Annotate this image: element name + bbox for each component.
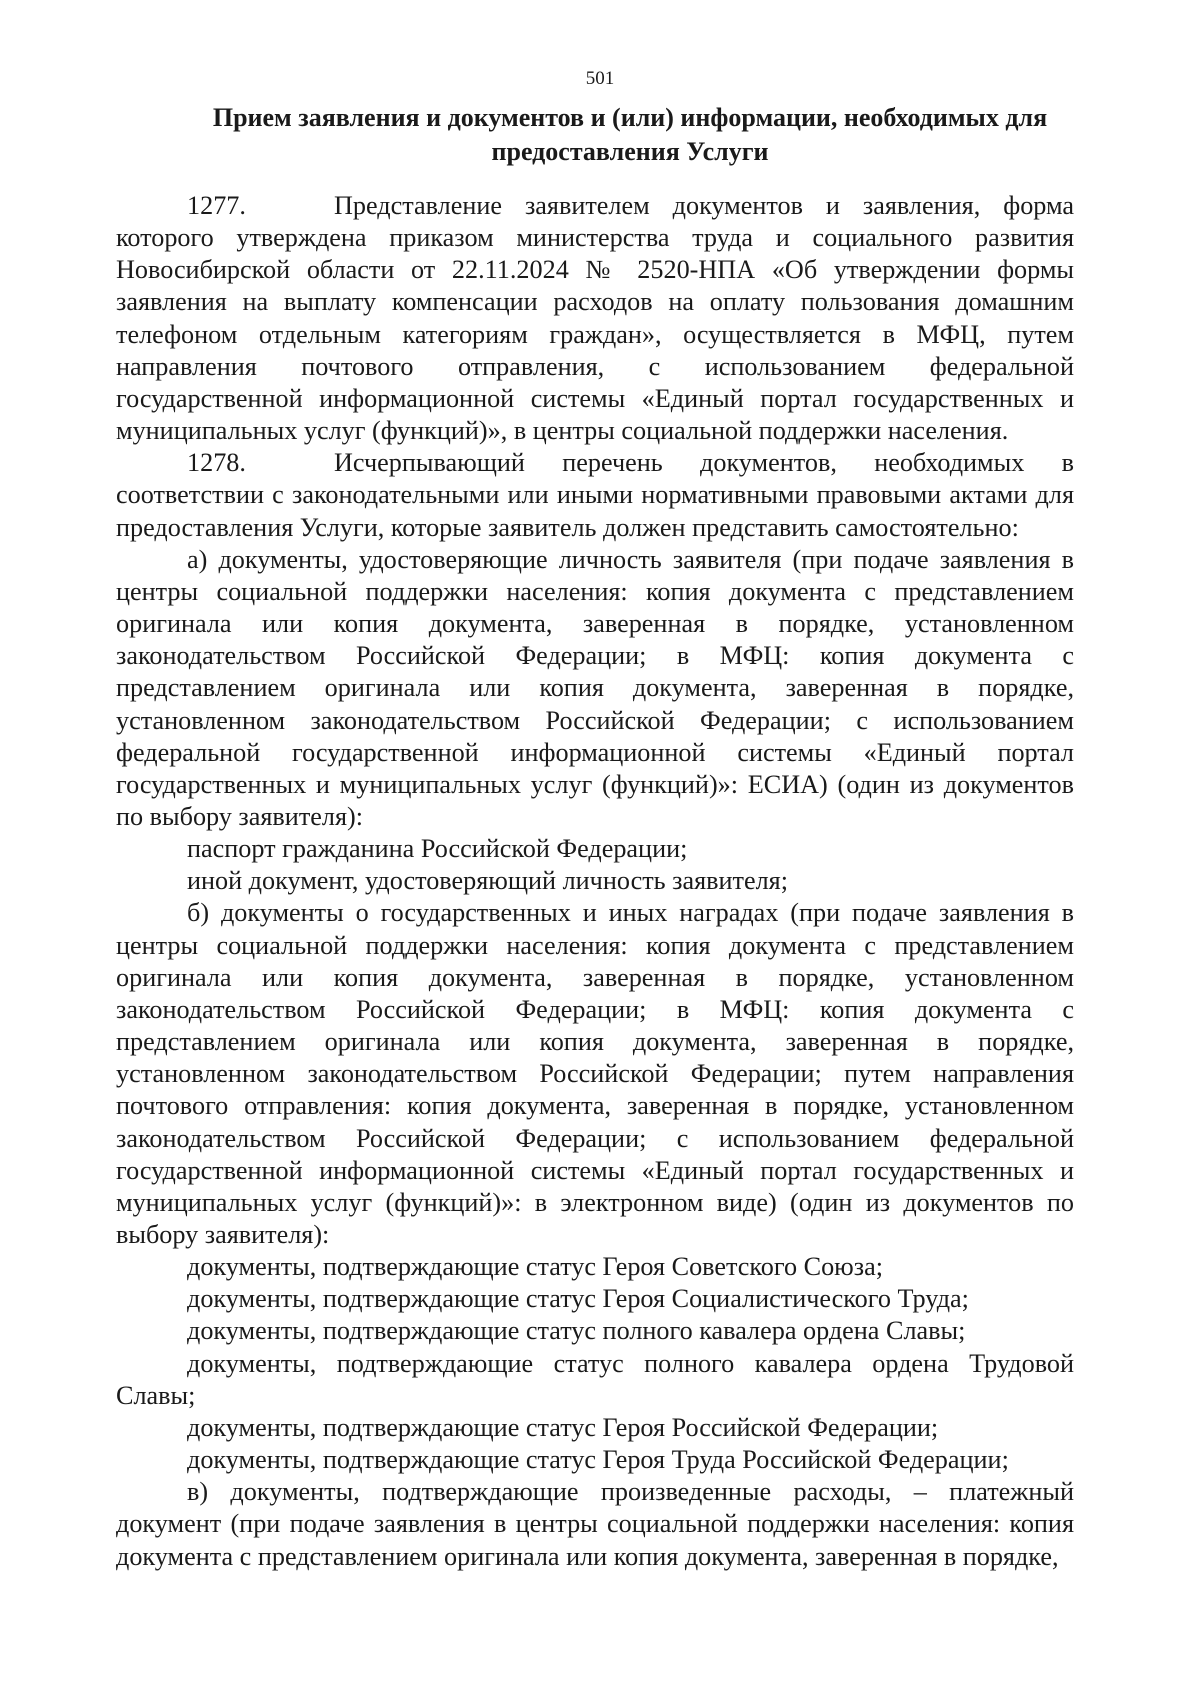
list-item: документы, подтверждающие статус полного кавалера ордена Славы; xyxy=(187,1316,966,1346)
section-title: Прием заявления и документов и (или) информации, необходимых для предоставления Услуги xyxy=(212,103,1048,166)
list-item: документы, подтверждающие статус Героя Труда Российской Федерации; xyxy=(187,1445,1009,1475)
paragraph-text: Представление заявителем документов и заявления, форма которого утверждена приказом министерства труда и социального развития Новосибирской области от 22.11.2024 № 2520-НПА «Об утверждении формы заявления на выплату компенсации расходов на оплату пользования домашним телефоном отдельным категориям граждан», осуществляется в МФЦ, путем направления почтового отправления, с использованием федеральной государственной информационной системы «Единый портал государственных и муниципальных услуг (функций)», в центры социальной поддержки населения. xyxy=(116,191,1074,446)
paragraph-number: 1278. xyxy=(187,448,246,478)
list-item: иной документ, удостоверяющий личность заявителя; xyxy=(187,866,789,896)
paragraph-1277 xyxy=(116,190,1074,447)
list-item: документы, подтверждающие статус полного кавалера ордена Трудовой Славы; xyxy=(116,1348,1074,1410)
list-item-b: б) документы о государственных и иных наградах (при подаче заявления в центры социальной поддержки населения: копия документа с представлением оригинала или копия документа, заверенная в порядке, установленном законодательством Российской Федерации; в МФЦ: копия документа с представлением оригинала или копия документа, заверенная в порядке, установленном законодательством Российской Федерации; путем направления почтового отправления: копия документа, заверенная в порядке, установленном законодательством Российской Федерации; с использованием федеральной государственной информационной системы «Единый портал государственных и муниципальных услуг (функций)»: в электронном виде) (один из документов по выбору заявителя): xyxy=(116,898,1074,1249)
list-item: документы, подтверждающие статус Героя Советского Союза; xyxy=(187,1252,883,1282)
list-item-a: а) документы, удостоверяющие личность заявителя (при подаче заявления в центры социальной поддержки населения: копия документа с представлением оригинала или копия документа, заверенная в порядке, установленном законодательством Российской Федерации; в МФЦ: копия документа с представлением оригинала или копия документа, заверенная в порядке, установленном законодательством Российской Федерации; с использованием федеральной государственной информационной системы «Единый портал государственных и муниципальных услуг (функций)»: ЕСИА) (один из документов по выбору заявителя): xyxy=(116,544,1074,831)
list-item: документы, подтверждающие статус Героя Российской Федерации; xyxy=(187,1412,939,1442)
page-number: 501 xyxy=(585,68,615,89)
list-item-c: в) документы, подтверждающие произведенные расходы, – платежный документ (при подаче заявления в центры социальной поддержки населения: копия документа с представлением оригинала или копия документа, заверенная в порядке, xyxy=(116,1477,1074,1571)
paragraph-1278 xyxy=(116,447,1074,543)
list-item: документы, подтверждающие статус Героя Социалистического Труда; xyxy=(187,1284,969,1314)
list-item: паспорт гражданина Российской Федерации; xyxy=(187,834,688,864)
paragraph-text: Исчерпывающий перечень документов, необходимых в соответствии с законодательными или иными нормативными правовыми актами для предоставления Услуги, которые заявитель должен представить самостоятельно: xyxy=(116,448,1074,542)
paragraph-number: 1277. xyxy=(187,191,246,220)
document-body xyxy=(116,190,1074,1573)
